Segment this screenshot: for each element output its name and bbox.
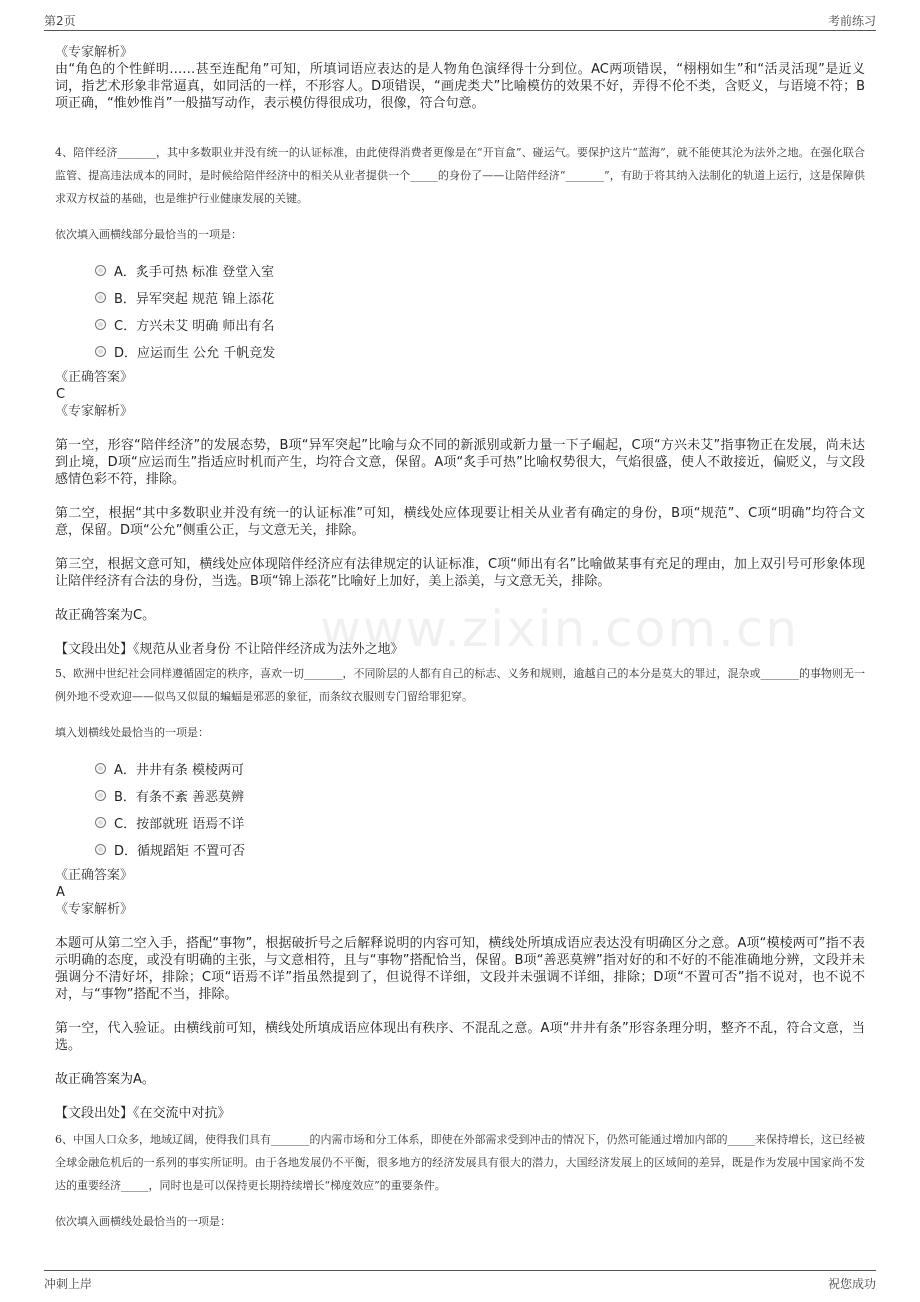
question-4-prompt: 依次填入画横线部分最恰当的一项是： — [55, 228, 242, 241]
analysis-5-p2: 第一空，代入验证。由横线前可知，横线处所填成语应体现出有秩序、不混乱之意。A项“井井有条”形容条理分明，整齐不乱，符合文意，当选。 — [55, 1021, 865, 1053]
question-4-options — [55, 257, 865, 365]
option-4b[interactable] — [55, 284, 865, 311]
radio-icon[interactable] — [95, 292, 106, 303]
answer-4: C — [56, 387, 66, 402]
option-5d[interactable] — [55, 836, 865, 863]
radio-icon[interactable] — [95, 763, 106, 774]
radio-icon[interactable] — [95, 817, 106, 828]
header-rule — [44, 30, 876, 31]
footer-left: 冲刺上岸 — [44, 1277, 93, 1291]
analysis-label-5: 《专家解析》 — [55, 902, 134, 917]
analysis-5-p1: 本题可从第二空入手，搭配“事物”，根据破折号之后解释说明的内容可知，横线处所填成语应表达没有明确区分之意。A项“模棱两可”指不表示明确的态度，或没有明确的主张，与文意相符，且与“事物”搭配恰当，保留。B项“善恶莫辨”指对好的和不好的不能准确地分辨，文段并未强调分不清好坏，排除；C项“语焉不详”指虽然提到了，但说得不详细，文段并未强调不详细，排除；D项“不置可否”指不说对，也不说不对，与“事物”搭配不当，排除。 — [55, 936, 865, 1002]
footer-right: 祝您成功 — [827, 1277, 876, 1291]
question-4-text: 4、陪伴经济_______，其中多数职业并没有统一的认证标准，由此使得消费者更像是在“开盲盒”、碰运气。要保护这片“蓝海”，就不能使其沦为法外之地。在强化联合监管、提高违法成本的同时，是时候给陪伴经济中的相关从业者提供一个_____的身份了——让陪伴经济“_______”，有助于将其纳入法制化的轨道上运行，这是保障供求双方权益的基础，也是维护行业健康发展的关键。 — [55, 146, 865, 205]
prev-analysis-text: 由“角色的个性鲜明……甚至连配角”可知，所填词语应表达的是人物角色演绎得十分到位。AC两项错误，“栩栩如生”和“活灵活现”是近义词，指艺术形象非常逼真，如同活的一样，不形容人。D项错误，“画虎类犬”比喻模仿的效果不好，弄得不伦不类，含贬义，与语境不符；B项正确，“惟妙惟肖”一般描写动作，表示模仿得很成功，很像，符合句意。 — [55, 62, 865, 111]
analysis-4-p2: 第二空，根据“其中多数职业并没有统一的认证标准”可知，横线处应体现要让相关从业者有确定的身份，B项“规范”、C项“明确”均符合文意，保留。D项“公允”侧重公正，与文意无关，排除。 — [55, 506, 865, 538]
question-5-text: 5、欧洲中世纪社会同样遵循固定的秩序，喜欢一切_______，不同阶层的人都有自己的标志、义务和规则，逾越自己的本分是莫大的罪过，混杂或_______的事物则无一例外地不受欢迎——似鸟又似鼠的蝙蝠是邪恶的象征，而条纹衣服则专门留给罪犯穿。 — [55, 667, 865, 703]
page-header — [0, 0, 920, 30]
source-4: 【文段出处】《规范从业者身份 不让陪伴经济成为法外之地》 — [55, 642, 404, 657]
option-label: B．异军突起 规范 锦上添花 — [114, 292, 275, 307]
question-6-prompt: 依次填入画横线处最恰当的一项是： — [55, 1215, 231, 1228]
option-label: C．方兴未艾 明确 师出有名 — [114, 319, 275, 334]
option-label: D．循规蹈矩 不置可否 — [114, 844, 246, 859]
analysis-4-p1: 第一空，形容“陪伴经济”的发展态势，B项“异军突起”比喻与众不同的新派别或新力量一下子崛起，C项“方兴未艾”指事物正在发展，尚未达到止境，D项“应运而生”指适应时机而产生，均符合文意，保留。A项“炙手可热”比喻权势很大，气焰很盛，使人不敢接近，偏贬义，与文段感情色彩不符，排除。 — [55, 438, 865, 487]
option-label: D．应运而生 公允 千帆竞发 — [114, 346, 276, 361]
option-label: C．按部就班 语焉不详 — [114, 817, 245, 832]
page-number: 第2页 — [44, 14, 76, 28]
question-5-prompt: 填入划横线处最恰当的一项是： — [55, 726, 209, 739]
analysis-4-conclusion: 故正确答案为C。 — [55, 608, 156, 623]
option-label: A．炙手可热 标准 登堂入室 — [114, 265, 275, 280]
document-body — [55, 44, 865, 1230]
option-5a[interactable] — [55, 755, 865, 782]
footer-rule — [44, 1270, 876, 1271]
option-5c[interactable] — [55, 809, 865, 836]
source-5: 【文段出处】《在交流中对抗》 — [55, 1106, 231, 1121]
radio-icon[interactable] — [95, 790, 106, 801]
radio-icon[interactable] — [95, 265, 106, 276]
prev-analysis-label: 《专家解析》 — [55, 45, 134, 60]
option-4d[interactable] — [55, 338, 865, 365]
header-title: 考前练习 — [827, 14, 876, 28]
option-4a[interactable] — [55, 257, 865, 284]
option-5b[interactable] — [55, 782, 865, 809]
question-5-options — [55, 755, 865, 863]
radio-icon[interactable] — [95, 844, 106, 855]
radio-icon[interactable] — [95, 346, 106, 357]
question-6-text: 6、中国人口众多，地域辽阔，使得我们具有_______的内需市场和分工体系，即使在外部需求受到冲击的情况下，仍然可能通过增加内部的_____来保持增长，这已经被全球金融危机后的一系列的事实所证明。由于各地发展仍不平衡，很多地方的经济发展具有很大的潜力，大国经济发展上的区域间的差异，既是作为发展中国家尚不发达的重要经济_____，同时也是可以保持更长期持续增长“梯度效应”的重要条件。 — [55, 1133, 865, 1192]
answer-label-5: 《正确答案》 — [55, 868, 134, 883]
option-label: A．井井有条 模棱两可 — [114, 763, 245, 778]
option-label: B．有条不紊 善恶莫辨 — [114, 790, 245, 805]
answer-label-4: 《正确答案》 — [55, 370, 134, 385]
option-4c[interactable] — [55, 311, 865, 338]
analysis-4-p3: 第三空，根据文意可知，横线处应体现陪伴经济应有法律规定的认证标准，C项“师出有名”比喻做某事有充足的理由，加上双引号可形象体现让陪伴经济有合法的身份，当选。B项“锦上添花”比喻好上加好，美上添美，与文意无关，排除。 — [55, 557, 865, 589]
watermark: www.zixin.com.cn — [320, 600, 800, 658]
radio-icon[interactable] — [95, 319, 106, 330]
analysis-label-4: 《专家解析》 — [55, 404, 134, 419]
answer-5: A — [56, 885, 65, 900]
analysis-5-conclusion: 故正确答案为A。 — [55, 1072, 155, 1087]
